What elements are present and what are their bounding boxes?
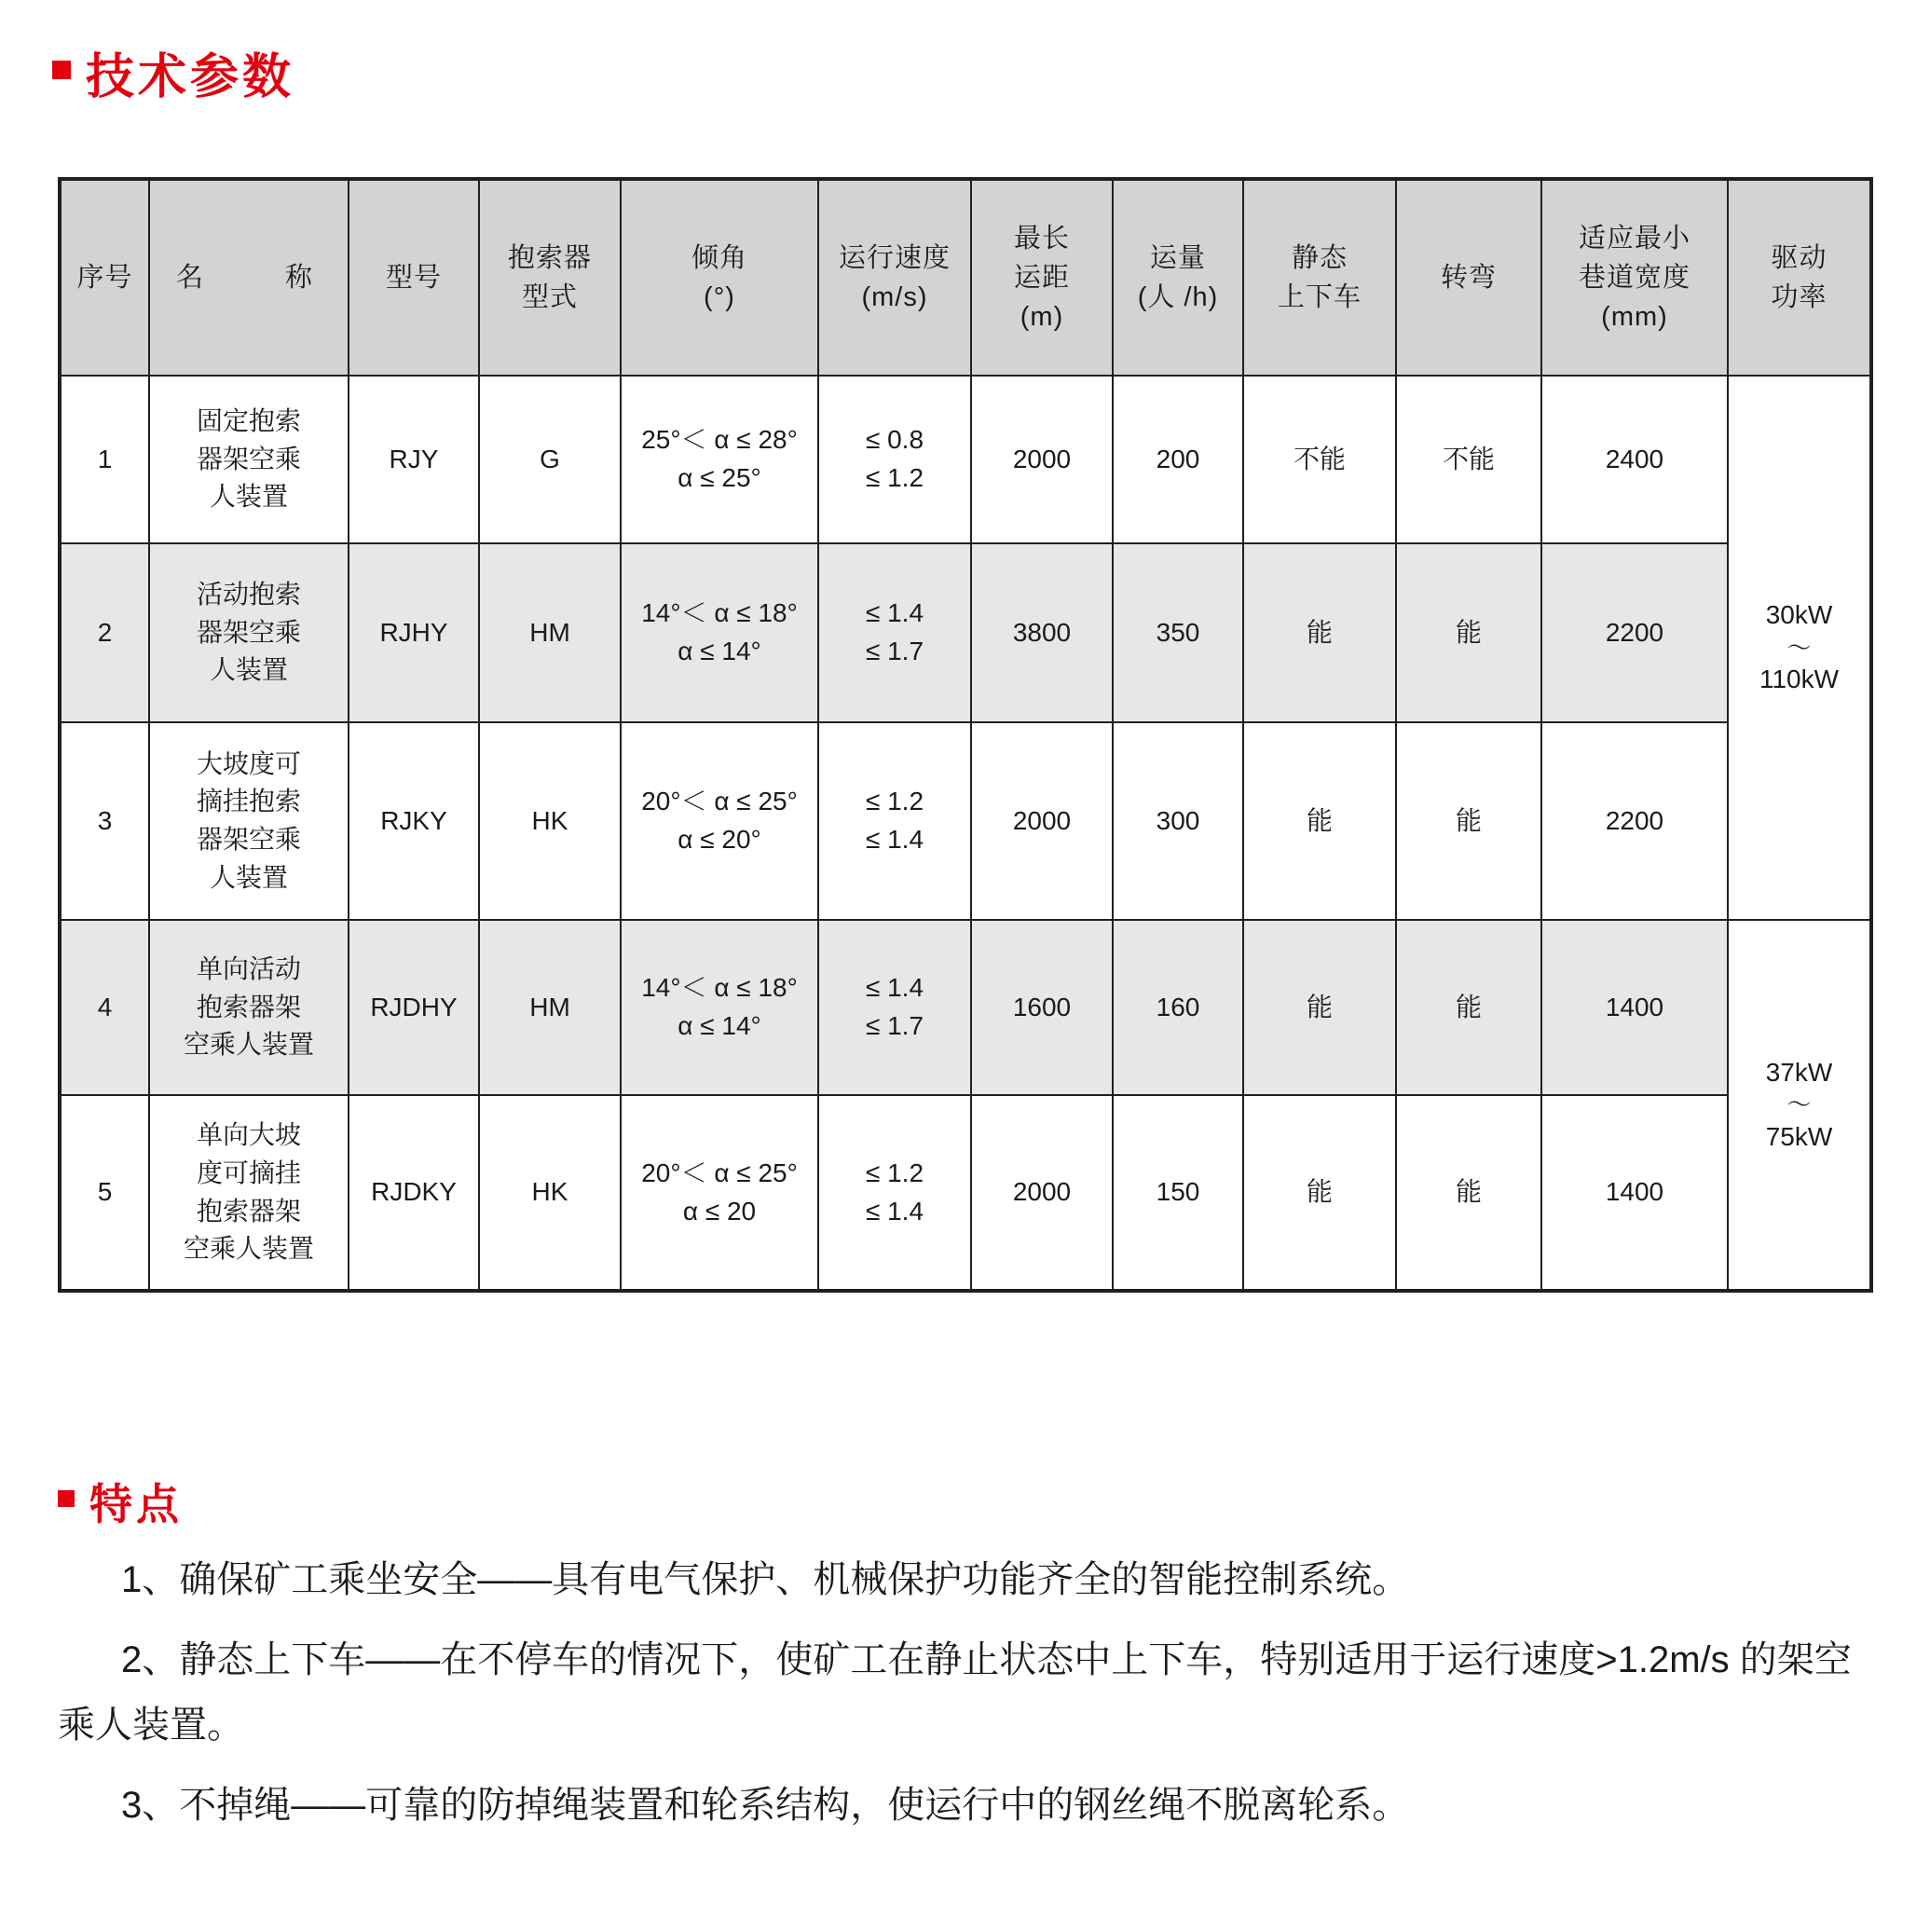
- cell-capacity: 160: [1113, 920, 1243, 1095]
- cell-capacity: 200: [1113, 376, 1243, 543]
- cell-name: 活动抱索 器架空乘 人装置: [149, 543, 349, 722]
- cell-grip-type: HK: [479, 1095, 621, 1291]
- cell-speed: ≤ 1.4 ≤ 1.7: [818, 543, 971, 722]
- cell-max-distance: 2000: [971, 376, 1113, 543]
- header-name: 名 称: [149, 179, 349, 376]
- cell-max-distance: 2000: [971, 722, 1113, 920]
- square-bullet-icon: [58, 1490, 75, 1507]
- cell-capacity: 150: [1113, 1095, 1243, 1291]
- cell-drive-power: 30kW ～ 110kW: [1728, 376, 1871, 920]
- header-turning: 转弯: [1396, 179, 1541, 376]
- cell-angle: 20°＜ α ≤ 25° α ≤ 20°: [621, 722, 818, 920]
- table-row: [60, 376, 1871, 543]
- cell-grip-type: HM: [479, 920, 621, 1095]
- cell-capacity: 350: [1113, 543, 1243, 722]
- cell-drive-power: 37kW ～ 75kW: [1728, 920, 1871, 1291]
- cell-max-distance: 1600: [971, 920, 1113, 1095]
- cell-min-width: 1400: [1541, 920, 1728, 1095]
- feature-item: 3、不掉绳——可靠的防掉绳装置和轮系结构，使运行中的钢丝绳不脱离轮系。: [121, 1785, 1410, 1826]
- cell-speed: ≤ 1.4 ≤ 1.7: [818, 920, 971, 1095]
- cell-seq: 1: [60, 376, 149, 543]
- header-speed: 运行速度 (m/s): [818, 179, 971, 376]
- cell-min-width: 1400: [1541, 1095, 1728, 1291]
- cell-min-width: 2400: [1541, 376, 1728, 543]
- spec-table-header: [60, 179, 1871, 376]
- cell-grip-type: G: [479, 376, 621, 543]
- cell-name: 单向大坡 度可摘挂 抱索器架 空乘人装置: [149, 1095, 349, 1291]
- header-angle: 倾角 (°): [621, 179, 818, 376]
- table-header-row: [60, 179, 1871, 376]
- cell-max-distance: 2000: [971, 1095, 1113, 1291]
- feature-item: 2、静态上下车——在不停车的情况下，使矿工在静止状态中上下车，特别适用于运行速度>1.2m/s 的架空乘人装置。: [58, 1639, 1852, 1746]
- header-seq: 序号: [60, 179, 149, 376]
- cell-turning: 能: [1396, 722, 1541, 920]
- spec-table: [58, 177, 1873, 1293]
- section-heading-features: [58, 1471, 183, 1532]
- cell-capacity: 300: [1113, 722, 1243, 920]
- cell-seq: 2: [60, 543, 149, 722]
- square-bullet-icon: [52, 61, 71, 79]
- cell-angle: 25°＜ α ≤ 28° α ≤ 25°: [621, 376, 818, 543]
- spec-table-container: [58, 177, 1869, 1293]
- header-min-roadway-width: 适应最小 巷道宽度 (mm): [1541, 179, 1728, 376]
- cell-speed: ≤ 1.2 ≤ 1.4: [818, 1095, 971, 1291]
- cell-name: 固定抱索 器架空乘 人装置: [149, 376, 349, 543]
- cell-turning: 能: [1396, 543, 1541, 722]
- section-heading-tech-label: 技术参数: [86, 50, 295, 104]
- header-static-boarding: 静态 上下车: [1243, 179, 1396, 376]
- cell-min-width: 2200: [1541, 722, 1728, 920]
- cell-name: 大坡度可 摘挂抱索 器架空乘 人装置: [149, 722, 349, 920]
- cell-model: RJDHY: [349, 920, 479, 1095]
- cell-max-distance: 3800: [971, 543, 1113, 722]
- cell-model: RJKY: [349, 722, 479, 920]
- table-row: [60, 543, 1871, 722]
- cell-grip-type: HM: [479, 543, 621, 722]
- header-max-distance: 最长 运距 (m): [971, 179, 1113, 376]
- section-heading-tech: [52, 37, 294, 107]
- features-list: [58, 1547, 1884, 1853]
- cell-grip-type: HK: [479, 722, 621, 920]
- cell-angle: 14°＜ α ≤ 18° α ≤ 14°: [621, 543, 818, 722]
- cell-min-width: 2200: [1541, 543, 1728, 722]
- cell-static-boarding: 能: [1243, 1095, 1396, 1291]
- cell-name: 单向活动 抱索器架 空乘人装置: [149, 920, 349, 1095]
- cell-seq: 3: [60, 722, 149, 920]
- header-grip-type: 抱索器 型式: [479, 179, 621, 376]
- cell-model: RJDKY: [349, 1095, 479, 1291]
- cell-turning: 能: [1396, 1095, 1541, 1291]
- cell-seq: 5: [60, 1095, 149, 1291]
- cell-static-boarding: 不能: [1243, 376, 1396, 543]
- cell-speed: ≤ 0.8 ≤ 1.2: [818, 376, 971, 543]
- cell-angle: 20°＜ α ≤ 25° α ≤ 20: [621, 1095, 818, 1291]
- header-model: 型号: [349, 179, 479, 376]
- cell-angle: 14°＜ α ≤ 18° α ≤ 14°: [621, 920, 818, 1095]
- section-heading-features-label: 特点: [89, 1480, 183, 1528]
- cell-static-boarding: 能: [1243, 920, 1396, 1095]
- cell-static-boarding: 能: [1243, 722, 1396, 920]
- cell-speed: ≤ 1.2 ≤ 1.4: [818, 722, 971, 920]
- cell-static-boarding: 能: [1243, 543, 1396, 722]
- feature-item: 1、确保矿工乘坐安全——具有电气保护、机械保护功能齐全的智能控制系统。: [121, 1559, 1410, 1600]
- cell-turning: 不能: [1396, 376, 1541, 543]
- cell-seq: 4: [60, 920, 149, 1095]
- table-row: [60, 920, 1871, 1095]
- table-row: [60, 1095, 1871, 1291]
- header-capacity: 运量 (人 /h): [1113, 179, 1243, 376]
- header-drive-power: 驱动 功率: [1728, 179, 1871, 376]
- cell-turning: 能: [1396, 920, 1541, 1095]
- cell-model: RJY: [349, 376, 479, 543]
- spec-table-body: [60, 376, 1871, 1291]
- table-row: [60, 722, 1871, 920]
- cell-model: RJHY: [349, 543, 479, 722]
